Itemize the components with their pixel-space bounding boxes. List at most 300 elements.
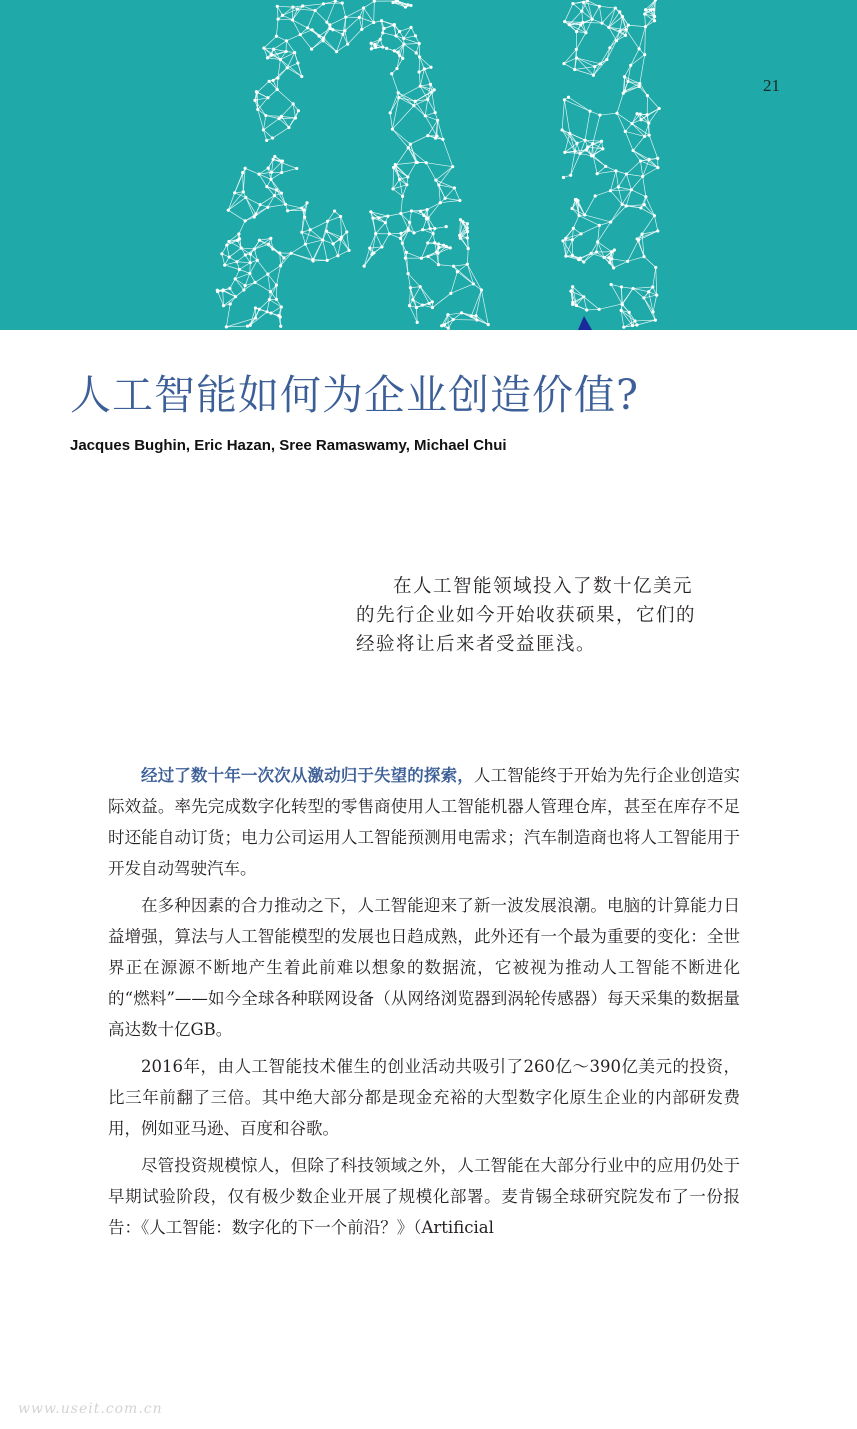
mesh-line <box>628 25 645 27</box>
mesh-node <box>433 227 436 230</box>
mesh-line <box>611 171 616 191</box>
mesh-node <box>363 264 366 267</box>
mesh-line <box>263 116 265 130</box>
mesh-node <box>325 230 328 233</box>
mesh-node <box>571 254 574 257</box>
mesh-line <box>453 320 477 321</box>
mesh-node <box>265 139 268 142</box>
mesh-node <box>264 114 267 117</box>
mesh-line <box>443 139 453 166</box>
mesh-node <box>480 288 483 291</box>
mesh-node <box>646 94 649 97</box>
mesh-line <box>302 232 323 240</box>
mesh-line <box>401 196 403 213</box>
mesh-line <box>579 216 599 226</box>
mesh-node <box>423 67 426 70</box>
mesh-node <box>631 324 634 327</box>
mesh-line <box>621 287 633 289</box>
mesh-node <box>466 226 469 229</box>
mesh-node <box>280 171 283 174</box>
mesh-node <box>280 115 283 118</box>
mesh-node <box>572 227 575 230</box>
mesh-node <box>370 47 373 50</box>
mesh-node <box>624 130 627 133</box>
mesh-line <box>388 213 401 216</box>
mesh-node <box>266 206 269 209</box>
mesh-line <box>245 168 259 174</box>
mesh-node <box>266 272 269 275</box>
mesh-node <box>268 298 271 301</box>
mesh-line <box>564 49 576 63</box>
mesh-node <box>362 6 365 9</box>
mesh-node <box>600 21 603 24</box>
mesh-node <box>443 323 446 326</box>
mesh-line <box>622 190 631 205</box>
mesh-node <box>326 220 329 223</box>
mesh-node <box>393 23 396 26</box>
mesh-line <box>403 185 407 197</box>
mesh-node <box>241 171 244 174</box>
mesh-line <box>438 265 453 267</box>
mesh-node <box>409 143 412 146</box>
mesh-line <box>323 240 327 260</box>
mesh-line <box>625 131 633 150</box>
mesh-node <box>575 30 578 33</box>
mesh-line <box>287 53 294 68</box>
mesh-line <box>300 30 312 35</box>
mesh-node <box>425 161 428 164</box>
mesh-node <box>345 230 348 233</box>
mesh-node <box>284 203 287 206</box>
mesh-line <box>644 257 656 268</box>
mesh-node <box>591 18 594 21</box>
mesh-line <box>576 33 586 50</box>
mesh-line <box>618 174 626 187</box>
mesh-node <box>596 240 599 243</box>
mesh-line <box>376 234 382 247</box>
mesh-node <box>373 43 376 46</box>
mesh-node <box>432 232 435 235</box>
mesh-node <box>653 19 656 22</box>
mesh-node <box>379 38 382 41</box>
mesh-line <box>628 257 644 262</box>
mesh-node <box>617 185 620 188</box>
mesh-node <box>407 146 410 149</box>
mesh-node <box>418 70 421 73</box>
mesh-node <box>651 285 654 288</box>
mesh-node <box>391 128 394 131</box>
mesh-node <box>569 174 572 177</box>
mesh-line <box>239 269 249 273</box>
mesh-line <box>276 36 286 41</box>
mesh-line <box>445 198 460 200</box>
mesh-line <box>237 255 245 262</box>
mesh-line <box>616 171 627 174</box>
mesh-node <box>655 293 658 296</box>
mesh-node <box>466 230 469 233</box>
mesh-node <box>449 246 452 249</box>
mesh-node <box>292 102 295 105</box>
mesh-node <box>630 188 633 191</box>
mesh-node <box>437 183 440 186</box>
mesh-line <box>364 1 375 8</box>
mesh-node <box>384 221 387 224</box>
mesh-node <box>446 313 449 316</box>
mesh-line <box>342 3 345 17</box>
article-title: 人工智能如何为企业创造价值? <box>70 371 639 419</box>
mesh-line <box>392 74 398 93</box>
mesh-node <box>322 39 325 42</box>
mesh-node <box>564 255 567 258</box>
mesh-node <box>276 17 279 20</box>
mesh-line <box>273 127 289 138</box>
mesh-node <box>381 45 384 48</box>
mesh-node <box>253 215 256 218</box>
mesh-node <box>401 57 404 60</box>
mesh-line <box>239 263 250 270</box>
mesh-node <box>658 107 661 110</box>
mesh-line <box>641 161 643 176</box>
mesh-node <box>621 203 624 206</box>
mesh-node <box>406 175 409 178</box>
mesh-node <box>229 302 232 305</box>
mesh-node <box>624 34 627 37</box>
mesh-line <box>451 272 457 294</box>
mesh-line <box>653 267 656 287</box>
mesh-node <box>265 185 268 188</box>
mesh-node <box>291 6 294 9</box>
mesh-line <box>631 49 639 66</box>
mesh-line <box>264 36 276 48</box>
mesh-node <box>627 24 630 27</box>
mesh-node <box>278 251 281 254</box>
mesh-node <box>648 134 651 137</box>
mesh-line <box>389 234 400 239</box>
mesh-node <box>605 58 608 61</box>
mesh-node <box>414 100 417 103</box>
mesh-node <box>419 285 422 288</box>
mesh-node <box>310 47 313 50</box>
mesh-node <box>575 304 578 307</box>
mesh-line <box>410 288 416 308</box>
mesh-line <box>282 168 297 172</box>
mesh-node <box>589 252 592 255</box>
mesh-node <box>223 263 226 266</box>
mesh-node <box>279 58 282 61</box>
mesh-line <box>428 203 440 218</box>
mesh-node <box>598 224 601 227</box>
mesh-node <box>296 7 299 10</box>
mesh-node <box>346 43 349 46</box>
mesh-line <box>562 100 564 130</box>
mesh-node <box>249 324 252 327</box>
mesh-node <box>276 77 279 80</box>
mesh-node <box>445 245 448 248</box>
mesh-node <box>296 62 299 65</box>
mesh-node <box>418 42 421 45</box>
mesh-node <box>573 68 576 71</box>
mesh-node <box>416 161 419 164</box>
mesh-node <box>397 96 400 99</box>
mesh-node <box>272 79 275 82</box>
mesh-node <box>301 4 304 7</box>
mesh-node <box>275 35 278 38</box>
mesh-node <box>452 265 455 268</box>
mesh-node <box>249 261 252 264</box>
mesh-node <box>609 220 612 223</box>
mesh-node <box>644 25 647 28</box>
pull-quote-line: 的先行企业如今开始收获硕果，它们的 <box>356 605 697 626</box>
mesh-node <box>227 240 230 243</box>
mesh-line <box>581 225 599 233</box>
mesh-node <box>578 152 581 155</box>
mesh-node <box>563 98 566 101</box>
mesh-node <box>475 318 478 321</box>
mesh-node <box>405 183 408 186</box>
mesh-node <box>391 187 394 190</box>
mesh-node <box>256 259 259 262</box>
mesh-line <box>428 257 438 265</box>
mesh-node <box>622 92 625 95</box>
mesh-node <box>297 109 300 112</box>
mesh-node <box>654 319 657 322</box>
mesh-line <box>569 97 590 111</box>
mesh-line <box>606 166 616 171</box>
watermark-logo: www.useit.com.cn <box>18 1401 163 1417</box>
mesh-node <box>410 209 413 212</box>
mesh-node <box>598 308 601 311</box>
mesh-node <box>625 28 628 31</box>
mesh-node <box>269 178 272 181</box>
mesh-node <box>291 18 294 21</box>
mesh-line <box>637 231 658 239</box>
mesh-node <box>304 243 307 246</box>
mesh-line <box>643 176 646 196</box>
mesh-line <box>599 6 602 23</box>
mesh-node <box>409 26 412 29</box>
mesh-node <box>575 48 578 51</box>
mesh-node <box>615 112 618 115</box>
mesh-line <box>227 245 229 257</box>
mesh-line <box>575 67 595 70</box>
mesh-line <box>399 86 420 97</box>
mesh-node <box>571 285 574 288</box>
mesh-line <box>255 274 268 282</box>
mesh-node <box>244 284 247 287</box>
mesh-node <box>654 266 657 269</box>
mesh-node <box>275 284 278 287</box>
mesh-node <box>610 283 613 286</box>
mesh-line <box>222 254 225 265</box>
mesh-node <box>626 260 629 263</box>
mesh-node <box>269 237 272 240</box>
mesh-node <box>644 195 647 198</box>
mesh-node <box>615 39 618 42</box>
mesh-node <box>472 282 475 285</box>
mesh-node <box>258 239 261 242</box>
body-paragraph: 2016年，由人工智能技术催生的创业活动共吸引了260亿～390亿美元的投资，比三年前翻了三倍。其中绝大部分都是现金充裕的大型数字化原生企业的内部研发费用，例如亚马逊、百度和谷歌。 <box>108 1057 740 1138</box>
mesh-line <box>271 173 282 180</box>
mesh-node <box>257 173 260 176</box>
mesh-line <box>385 223 389 234</box>
mesh-node <box>266 96 269 99</box>
mesh-node <box>639 118 642 121</box>
mesh-node <box>631 287 634 290</box>
mesh-node <box>269 311 272 314</box>
mesh-node <box>642 255 645 258</box>
mesh-line <box>327 1 335 22</box>
mesh-line <box>435 227 446 229</box>
mesh-line <box>404 44 419 45</box>
mesh-node <box>411 298 414 301</box>
mesh-node <box>571 238 574 241</box>
mesh-node <box>610 250 613 253</box>
mesh-node <box>332 242 335 245</box>
mesh-line <box>286 35 300 41</box>
mesh-line <box>633 287 653 288</box>
article-body <box>108 760 740 1249</box>
mesh-node <box>429 227 432 230</box>
mesh-node <box>225 325 228 328</box>
mesh-line <box>237 262 250 263</box>
mesh-node <box>649 8 652 11</box>
mesh-line <box>243 173 244 192</box>
mesh-node <box>580 10 583 13</box>
mesh-line <box>406 252 421 258</box>
mesh-node <box>233 191 236 194</box>
mesh-line <box>633 150 640 161</box>
mesh-node <box>398 30 401 33</box>
mesh-node <box>595 250 598 253</box>
mesh-line <box>631 176 642 189</box>
mesh-line <box>269 300 281 307</box>
mesh-node <box>343 29 346 32</box>
mesh-line <box>611 190 632 191</box>
mesh-line <box>305 230 310 244</box>
mesh-node <box>273 194 276 197</box>
mesh-node <box>427 302 430 305</box>
mesh-node <box>592 74 595 77</box>
mesh-line <box>305 217 310 230</box>
mesh-node <box>594 194 597 197</box>
mesh-node <box>267 166 270 169</box>
mesh-node <box>412 104 415 107</box>
mesh-line <box>303 4 324 6</box>
mesh-node <box>258 203 261 206</box>
mesh-node <box>309 228 312 231</box>
mesh-line <box>440 201 460 203</box>
mesh-line <box>348 29 362 44</box>
mesh-line <box>235 279 245 286</box>
mesh-node <box>305 201 308 204</box>
mesh-node <box>592 154 595 157</box>
mesh-line <box>616 171 618 187</box>
mesh-line <box>587 309 599 310</box>
mesh-node <box>466 236 469 239</box>
mesh-node <box>228 287 231 290</box>
mesh-node <box>585 308 588 311</box>
mesh-node <box>625 172 628 175</box>
mesh-node <box>254 306 257 309</box>
mesh-node <box>289 252 292 255</box>
mesh-node <box>285 50 288 53</box>
mesh-line <box>402 243 405 258</box>
mesh-node <box>643 135 646 138</box>
mesh-node <box>341 33 344 36</box>
mesh-line <box>577 305 587 310</box>
mesh-line <box>268 90 277 98</box>
mesh-node <box>253 99 256 102</box>
mesh-line <box>383 33 396 36</box>
mesh-line <box>313 240 323 260</box>
mesh-node <box>382 27 385 30</box>
mesh-line <box>263 119 279 130</box>
mesh-line <box>626 161 640 174</box>
mesh-line <box>333 244 338 256</box>
mesh-node <box>433 88 436 91</box>
mesh-line <box>225 265 240 269</box>
mesh-node <box>300 75 303 78</box>
article-authors: Jacques Bughin, Eric Hazan, Sree Ramaswamy, Michael Chui <box>70 437 507 454</box>
mesh-node <box>437 242 440 245</box>
mesh-line <box>274 49 286 51</box>
mesh-node <box>625 204 628 207</box>
mesh-node <box>268 80 271 83</box>
mesh-node <box>401 242 404 245</box>
mesh-node <box>344 16 347 19</box>
mesh-node <box>287 126 290 129</box>
mesh-node <box>225 243 228 246</box>
mesh-line <box>587 1 599 7</box>
mesh-node <box>328 23 331 26</box>
mesh-line <box>338 250 349 255</box>
mesh-line <box>599 6 615 8</box>
mesh-node <box>437 246 440 249</box>
mesh-node <box>237 232 240 235</box>
mesh-line <box>228 210 245 221</box>
mesh-line <box>564 100 569 134</box>
mesh-node <box>636 237 639 240</box>
mesh-line <box>295 53 298 64</box>
mesh-node <box>256 108 259 111</box>
mesh-line <box>313 260 327 261</box>
mesh-node <box>397 51 400 54</box>
mesh-line <box>420 287 429 304</box>
mesh-line <box>570 133 575 151</box>
mesh-node <box>421 304 424 307</box>
mesh-node <box>242 288 245 291</box>
mesh-line <box>401 211 412 214</box>
mesh-node <box>451 165 454 168</box>
mesh-node <box>459 237 462 240</box>
mesh-node <box>648 158 651 161</box>
mesh-node <box>317 34 320 37</box>
mesh-node <box>313 9 316 12</box>
mesh-line <box>257 260 268 274</box>
mesh-line <box>337 34 343 51</box>
mesh-node <box>586 0 589 2</box>
mesh-line <box>439 185 455 188</box>
mesh-node <box>643 203 646 206</box>
mesh-node <box>286 66 289 69</box>
mesh-node <box>433 241 436 244</box>
mesh-line <box>445 188 454 198</box>
mesh-node <box>279 315 282 318</box>
mesh-line <box>408 148 426 163</box>
mesh-line <box>289 111 298 128</box>
mesh-node <box>302 208 305 211</box>
mesh-line <box>239 221 245 234</box>
